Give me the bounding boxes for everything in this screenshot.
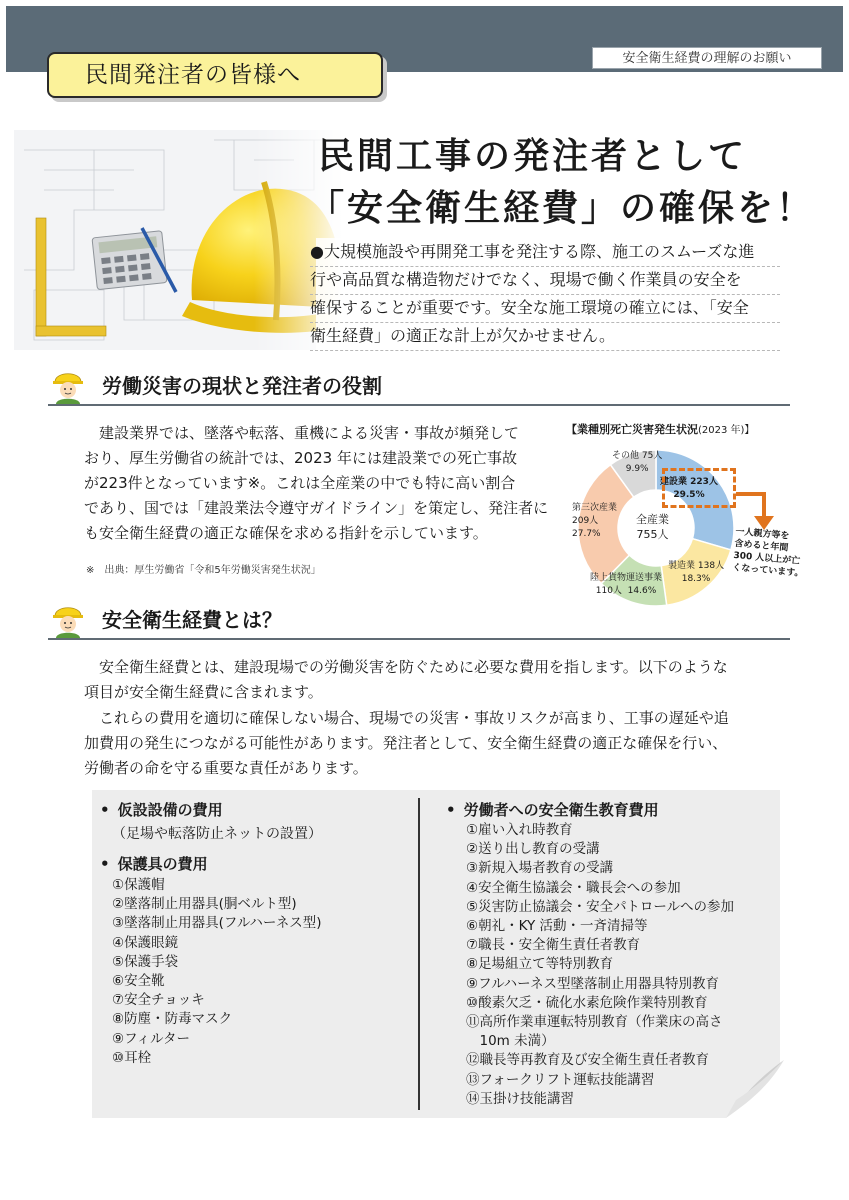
section-underline: [48, 404, 790, 406]
list-item: ⑧足場組立て等特別教育: [466, 956, 614, 973]
list-item: ⑨フィルター: [112, 1030, 190, 1047]
accidents-paragraph-line: おり、厚生労働省の統計では、2023 年には建設業での死亡事故: [84, 449, 517, 467]
list-item: ⑨フルハーネス型墜落制止用器具特別教育: [466, 975, 719, 992]
list-item: 10m 未満）: [466, 1033, 555, 1050]
intro-line: ●大規模施設や再開発工事を発注する際、施工のスムーズな進: [310, 238, 780, 267]
list-item: ①雇い入れ時教育: [466, 822, 573, 838]
slice-name: その他: [612, 451, 640, 461]
slice-percent: 27.7%: [572, 529, 601, 539]
slice-percent: 18.3%: [681, 574, 711, 584]
list-item: ⑭玉掛け技能講習: [466, 1090, 574, 1107]
list-item: ①保護帽: [112, 877, 165, 893]
intro-line: 確保することが重要です。安全な施工環境の確立には、「安全: [310, 294, 780, 323]
slice-value: 223人: [690, 477, 718, 487]
slice-value: 110人: [595, 586, 622, 596]
list-item: ⑦安全チョッキ: [112, 992, 205, 1009]
expenses-paragraph-line: 安全衛生経費とは、建設現場での労働災害を防ぐために必要な費用を指します。以下のような: [84, 658, 728, 676]
slice-label-other: [612, 450, 662, 476]
pie-center-label: [636, 512, 669, 542]
intro-line: 行や高品質な構造物だけでなく、現場で働く作業員の安全を: [310, 266, 780, 295]
expenses-paragraph-line: これらの費用を適切に確保しない場合、現場での災害・事故リスクが高まり、工事の遅延や追: [84, 709, 729, 727]
expenses-paragraph-line: 労働者の命を守る重要な責任があります。: [84, 759, 368, 777]
list-item: ⑥安全靴: [112, 973, 165, 990]
list-item: ⑫職長等再教育及び安全衛生責任者教育: [466, 1052, 709, 1069]
safety-education-list: [466, 821, 734, 1109]
slice-percent: 29.5%: [673, 490, 705, 500]
headline-line-1: 民間工事の発注者として: [318, 136, 748, 177]
list-item: ④保護眼鏡: [112, 934, 179, 951]
list-item: ②送り出し教育の受講: [466, 841, 600, 858]
list-item: ⑩耳栓: [112, 1049, 152, 1066]
callout-line: 一人親方等を: [735, 526, 790, 542]
chart-title-text: 【業種別死亡災害発生状況: [566, 423, 698, 436]
list-item: ⑤災害防止協議会・安全パトロールへの参加: [466, 898, 735, 915]
list-item: ⑩酸素欠乏・硫化水素危険作業特別教育: [466, 994, 708, 1011]
section-heading-expenses: [48, 600, 790, 640]
slice-name: 建設業: [660, 477, 688, 487]
page-curl-icon: [726, 1060, 784, 1118]
source-note: ※ 出典：厚生労働省「令和5年労働災害発生状況」: [86, 565, 321, 576]
list-item: ⑤保護手袋: [112, 953, 179, 970]
list-item: ⑧防塵・防毒マスク: [112, 1011, 233, 1028]
slice-name: 陸上貨物運送事業: [590, 573, 663, 583]
slice-name: 製造業: [668, 561, 696, 571]
chart-title: [566, 421, 754, 437]
addressee-banner: 民間発注者の皆様へ: [47, 52, 383, 98]
accidents-paragraph-line: も安全衛生経費の適正な確保を求める指針を示しています。: [84, 524, 488, 542]
worker-icon: [50, 600, 86, 638]
accidents-paragraph-line: が223件となっています※。これは全産業の中でも特に高い割合: [84, 474, 516, 492]
list-item: ⑪高所作業車運転特別教育（作業床の高さ: [466, 1014, 723, 1031]
list-divider: [418, 798, 420, 1110]
slice-label-tertiary: [572, 502, 617, 541]
expenses-paragraph-line: 項目が安全衛生経費に含まれます。: [84, 683, 323, 701]
worker-icon: [50, 366, 86, 404]
list-item: ②墜落制止用器具(胴ベルト型): [112, 896, 297, 913]
section-title: 労働災害の現状と発注者の役割: [102, 374, 382, 398]
callout-line: 含めると年間: [733, 538, 789, 554]
list-item: ⑥朝礼・KY 活動・一斉清掃等: [466, 918, 648, 935]
center-label-line1: 全産業: [636, 513, 669, 526]
protective-gear-list: [112, 876, 321, 1068]
callout-line: 300 人以上が亡: [732, 550, 801, 567]
slice-value: 209人: [572, 516, 599, 526]
center-label-line2: 755人: [636, 528, 669, 541]
intro-line: 衛生経費」の適正な計上が欠かせません。: [310, 322, 780, 351]
list-heading-temporary-facilities: • 仮設設備の費用: [100, 799, 223, 820]
chart-title-year: (2023 年)】: [698, 425, 755, 436]
section-underline: [48, 638, 790, 640]
callout-note: [732, 526, 816, 581]
list-item: ③新規入場者教育の受講: [466, 860, 614, 877]
list-subtext: （足場や転落防止ネットの設置）: [112, 826, 322, 842]
list-heading-protective-gear: • 保護具の費用: [100, 853, 208, 874]
list-item: ⑬フォークリフト運転技能講習: [466, 1071, 655, 1088]
slice-label-manufacturing: [668, 560, 724, 586]
header-label: 安全衛生経費の理解のお願い: [592, 47, 822, 69]
list-item: ④安全衛生協議会・職長会への参加: [466, 879, 681, 896]
list-heading-safety-education: • 労働者への安全衛生教育費用: [446, 799, 659, 820]
list-item: ⑦職長・安全衛生責任者教育: [466, 937, 641, 954]
slice-name: 第三次産業: [572, 503, 618, 513]
slice-label-transport: [590, 572, 662, 598]
list-item: ③墜落制止用器具(フルハーネス型): [112, 915, 322, 932]
section-title: 安全衛生経費とは？: [102, 608, 282, 632]
slice-value: 138人: [697, 561, 725, 571]
headline-line-2: 「安全衛生経費」の確保を！: [308, 188, 816, 229]
slice-value: 75人: [641, 451, 663, 461]
section-heading-accidents: [48, 366, 790, 406]
slice-percent: 14.6%: [627, 586, 657, 596]
accidents-paragraph-line: 建設業界では、墜落や転落、重機による災害・事故が頻発して: [84, 424, 520, 442]
callout-line: くなっています。: [731, 562, 804, 580]
construction-highlight-box: [662, 468, 736, 508]
expenses-paragraph-line: 加費用の発生につながる可能性があります。発注者として、安全衛生経費の適正な確保を行い、: [84, 734, 728, 752]
accidents-paragraph-line: であり、国では「建設業法令遵守ガイドライン」を策定し、発注者に: [84, 499, 549, 517]
helmet-illustration: [14, 130, 344, 350]
slice-percent: 9.9%: [625, 464, 649, 474]
